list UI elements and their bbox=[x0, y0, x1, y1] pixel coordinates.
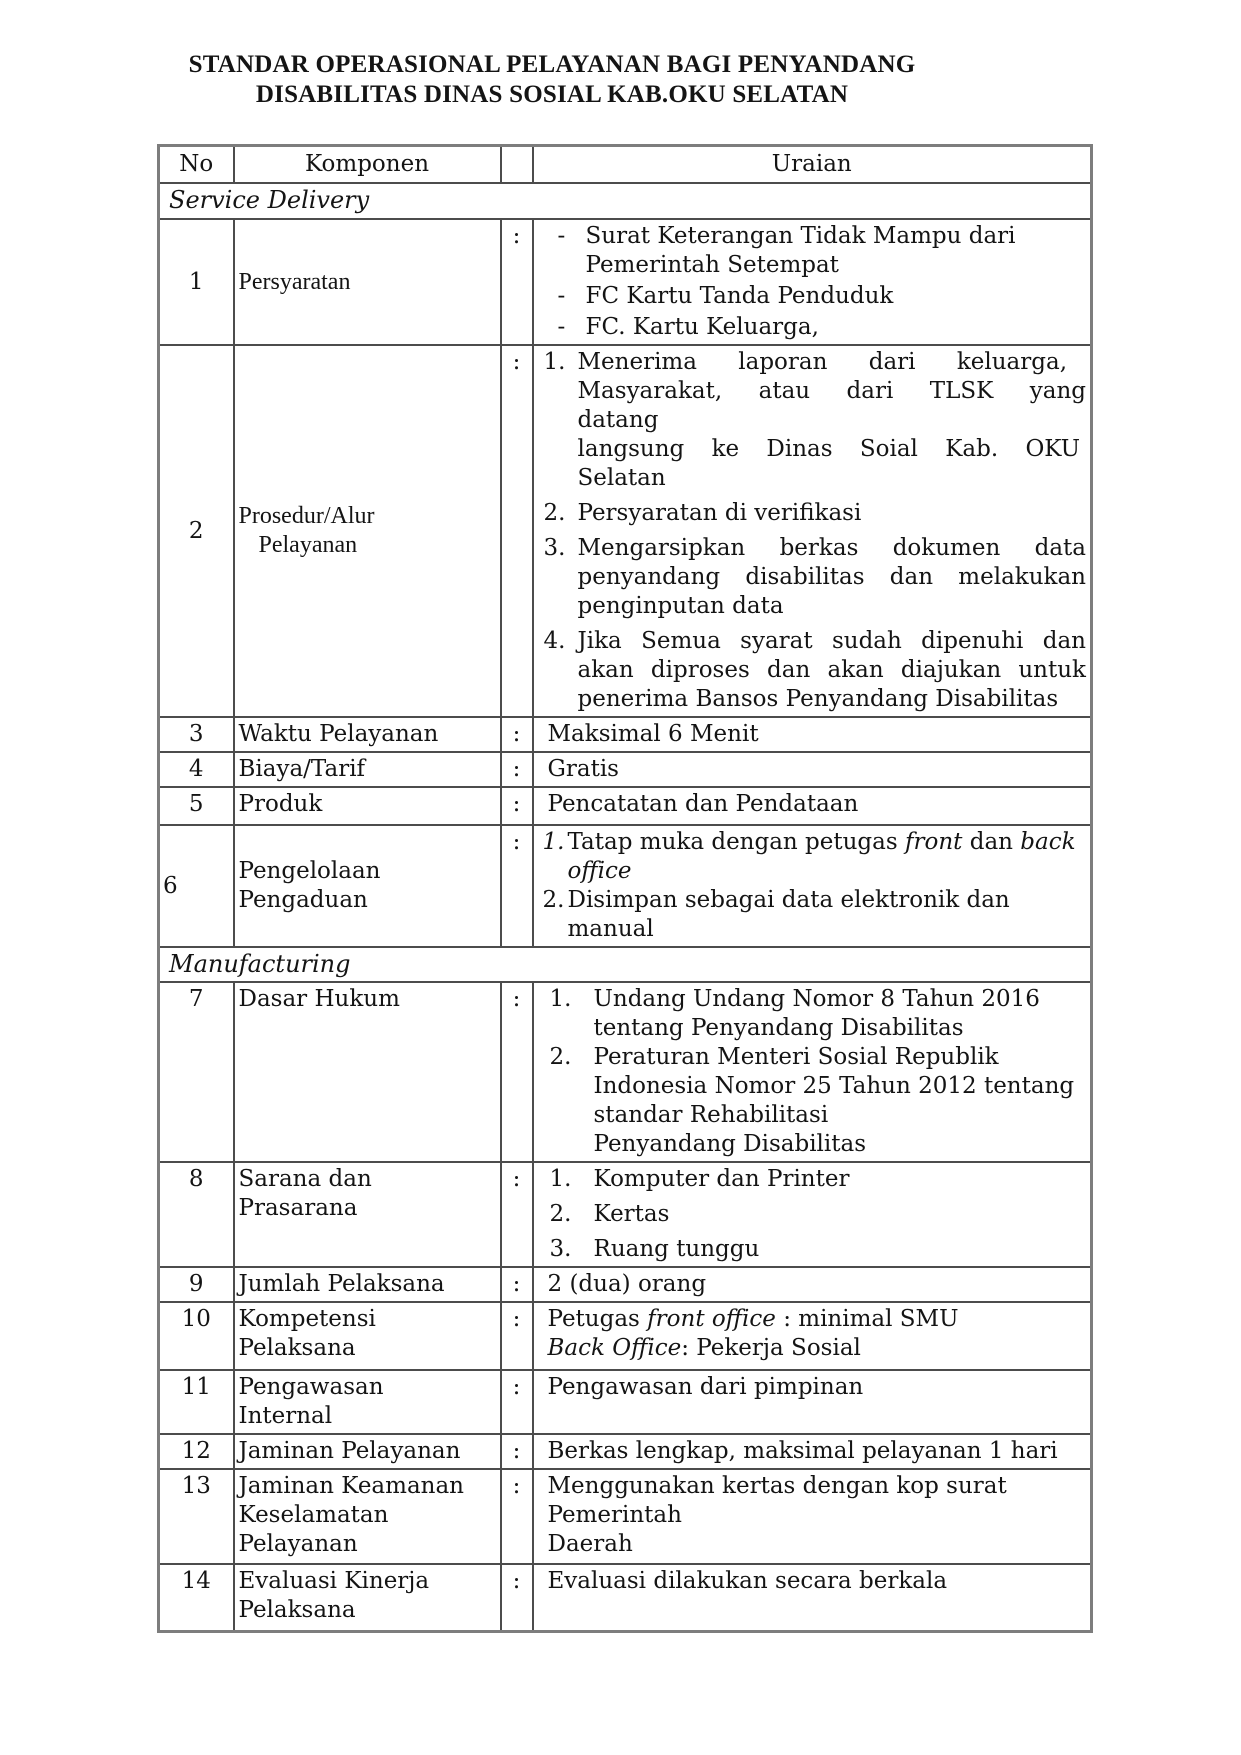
colon-separator-cell: : bbox=[501, 825, 533, 947]
komponen-line: Pelaksana bbox=[238, 1597, 356, 1623]
komponen-line: Sarana dan bbox=[238, 1166, 372, 1192]
row-number-cell: 4 bbox=[159, 752, 234, 787]
row-number-cell: 6 bbox=[159, 825, 234, 947]
uraian-list-item bbox=[538, 985, 1087, 1043]
header-colon-spacer bbox=[501, 146, 533, 184]
text-segment: Maksimal 6 Menit bbox=[547, 721, 759, 747]
list-number: 2. bbox=[542, 887, 565, 913]
row-number-cell: 10 bbox=[159, 1302, 234, 1370]
list-number: 3. bbox=[549, 1236, 572, 1262]
text-segment: Tatap muka dengan petugas bbox=[567, 829, 905, 855]
text-segment: Ruang tunggu bbox=[593, 1236, 760, 1262]
komponen-cell bbox=[234, 1162, 501, 1267]
komponen-line: Produk bbox=[238, 791, 323, 817]
uraian-item-text bbox=[578, 627, 1087, 714]
text-segment: Menggunakan kertas dengan kop surat Pemerintah bbox=[547, 1473, 1007, 1528]
komponen-cell bbox=[234, 1267, 501, 1302]
uraian-list-item bbox=[538, 1200, 1087, 1229]
row-number-cell: 9 bbox=[159, 1267, 234, 1302]
list-number: 1. bbox=[549, 986, 572, 1012]
table-row bbox=[159, 1267, 1092, 1302]
uraian-item-text bbox=[594, 985, 1087, 1043]
text-segment: dan bbox=[962, 829, 1021, 855]
komponen-line: Pengaduan bbox=[238, 887, 368, 913]
table-row bbox=[159, 982, 1092, 1162]
colon-separator-cell: : bbox=[501, 1370, 533, 1434]
uraian-list-item bbox=[538, 222, 1087, 280]
komponen-line: Pelayanan bbox=[238, 1531, 358, 1557]
text-segment: langsung ke Dinas Soial Kab. OKU bbox=[577, 436, 1081, 462]
section-label: Service Delivery bbox=[159, 183, 1092, 219]
uraian-list-item bbox=[538, 828, 1087, 886]
colon-separator-cell: : bbox=[501, 1302, 533, 1370]
table-row bbox=[159, 717, 1092, 752]
uraian-cell bbox=[533, 1434, 1092, 1469]
komponen-line: Pelaksana bbox=[238, 1335, 356, 1361]
list-number: 2. bbox=[543, 500, 566, 526]
uraian-cell bbox=[533, 1162, 1092, 1267]
text-segment: Undang Undang Nomor 8 Tahun 2016 tentang Penyandang Disabilitas bbox=[593, 986, 1040, 1041]
colon-separator-cell: : bbox=[501, 982, 533, 1162]
uraian-list-item bbox=[538, 627, 1087, 714]
dash-bullet: - bbox=[557, 314, 566, 340]
text-segment: Surat Keterangan Tidak Mampu dari Pemerintah Setempat bbox=[585, 223, 1016, 278]
komponen-line: Evaluasi Kinerja bbox=[238, 1568, 430, 1594]
uraian-item-text bbox=[594, 1165, 1087, 1194]
text-segment: Peraturan Menteri Sosial Republik Indonesia Nomor 25 Tahun 2012 tentang standar Rehabilitasi bbox=[593, 1044, 1075, 1128]
table-row bbox=[159, 345, 1092, 717]
colon-separator-cell: : bbox=[501, 752, 533, 787]
komponen-line: Jumlah Pelaksana bbox=[238, 1271, 445, 1297]
uraian-item-text bbox=[594, 1200, 1087, 1229]
komponen-line: Jaminan Pelayanan bbox=[238, 1438, 461, 1464]
colon-separator-cell: : bbox=[501, 1564, 533, 1631]
colon-separator-cell: : bbox=[501, 1267, 533, 1302]
komponen-line: Internal bbox=[238, 1403, 333, 1429]
section-label: Manufacturing bbox=[159, 947, 1092, 982]
list-number: 2. bbox=[549, 1201, 572, 1227]
uraian-list-item bbox=[538, 499, 1087, 528]
list-number: 3. bbox=[543, 535, 566, 561]
colon-separator-cell: : bbox=[501, 219, 533, 345]
uraian-item-text bbox=[586, 222, 1087, 280]
table-row bbox=[159, 825, 1092, 947]
uraian-list-item bbox=[538, 534, 1087, 621]
uraian-line bbox=[538, 1530, 1087, 1559]
text-segment: Kertas bbox=[593, 1201, 670, 1227]
komponen-cell bbox=[234, 345, 501, 717]
list-number: 1. bbox=[549, 1166, 572, 1192]
row-number-cell: 11 bbox=[159, 1370, 234, 1434]
uraian-line bbox=[538, 1334, 1087, 1363]
list-number: 1. bbox=[543, 349, 566, 375]
komponen-line: Biaya/Tarif bbox=[238, 756, 366, 782]
table-row bbox=[159, 1370, 1092, 1434]
text-segment: Menerima laporan dari keluarga, bbox=[577, 349, 1068, 375]
text-segment: Masyarakat, atau dari TLSK yang datang bbox=[577, 378, 1086, 433]
uraian-line bbox=[538, 790, 1087, 819]
uraian-line bbox=[538, 1472, 1087, 1530]
italic-text-segment: front office bbox=[647, 1306, 776, 1332]
row-number-cell: 13 bbox=[159, 1469, 234, 1564]
komponen-cell bbox=[234, 1302, 501, 1370]
table-row bbox=[159, 219, 1092, 345]
document-title-line1: STANDAR OPERASIONAL PELAYANAN BAGI PENYANDANG bbox=[188, 51, 916, 78]
komponen-cell bbox=[234, 825, 501, 947]
text-segment: Selatan bbox=[577, 465, 666, 491]
text-segment: Daerah bbox=[547, 1531, 633, 1557]
text-segment: Komputer dan Printer bbox=[593, 1166, 850, 1192]
uraian-list-item bbox=[538, 313, 1087, 342]
text-segment: Berkas lengkap, maksimal pelayanan 1 hari bbox=[547, 1438, 1058, 1464]
uraian-cell bbox=[533, 219, 1092, 345]
komponen-line: Kompetensi bbox=[238, 1306, 376, 1332]
colon-separator-cell: : bbox=[501, 1469, 533, 1564]
komponen-line: Prosedur/Alur bbox=[238, 503, 375, 529]
uraian-list-item bbox=[538, 282, 1087, 311]
uraian-cell bbox=[533, 982, 1092, 1162]
text-segment: 2 (dua) orang bbox=[547, 1271, 707, 1297]
uraian-cell bbox=[533, 1564, 1092, 1631]
section-row bbox=[159, 947, 1092, 982]
komponen-cell bbox=[234, 1370, 501, 1434]
uraian-cell bbox=[533, 1469, 1092, 1564]
section-row bbox=[159, 183, 1092, 219]
table-row bbox=[159, 752, 1092, 787]
text-segment: Pencatatan dan Pendataan bbox=[547, 791, 859, 817]
list-number: 1. bbox=[542, 829, 565, 855]
text-segment: FC Kartu Tanda Penduduk bbox=[585, 283, 894, 309]
row-number-cell: 2 bbox=[159, 345, 234, 717]
text-segment: Petugas bbox=[547, 1306, 648, 1332]
dash-bullet: - bbox=[557, 223, 566, 249]
komponen-cell bbox=[234, 1564, 501, 1631]
komponen-line: Pengawasan bbox=[238, 1374, 384, 1400]
uraian-line bbox=[538, 720, 1087, 749]
komponen-cell bbox=[234, 982, 501, 1162]
komponen-line: Persyaratan bbox=[238, 268, 351, 295]
table-row bbox=[159, 1434, 1092, 1469]
colon-separator-cell: : bbox=[501, 345, 533, 717]
uraian-list-item bbox=[538, 348, 1087, 493]
document-title bbox=[157, 50, 947, 110]
uraian-item-text bbox=[578, 499, 1087, 528]
colon-separator-cell: : bbox=[501, 1434, 533, 1469]
table-row bbox=[159, 1564, 1092, 1631]
uraian-cell bbox=[533, 1370, 1092, 1434]
uraian-item-text bbox=[568, 886, 1087, 944]
uraian-cell bbox=[533, 717, 1092, 752]
text-segment: : Pekerja Sosial bbox=[681, 1335, 861, 1361]
uraian-item-text bbox=[578, 534, 1087, 621]
header-uraian: Uraian bbox=[533, 146, 1092, 184]
header-komponen: Komponen bbox=[234, 146, 501, 184]
komponen-cell bbox=[234, 717, 501, 752]
table-row bbox=[159, 787, 1092, 825]
uraian-line bbox=[538, 1270, 1087, 1299]
uraian-list-item bbox=[538, 1165, 1087, 1194]
uraian-cell bbox=[533, 752, 1092, 787]
komponen-line: Waktu Pelayanan bbox=[238, 721, 439, 747]
komponen-line: Pelayanan bbox=[258, 532, 358, 558]
row-number-cell: 5 bbox=[159, 787, 234, 825]
text-segment: Evaluasi dilakukan secara berkala bbox=[547, 1568, 948, 1594]
row-number-cell: 3 bbox=[159, 717, 234, 752]
uraian-cell bbox=[533, 825, 1092, 947]
uraian-cell bbox=[533, 1267, 1092, 1302]
uraian-list-item bbox=[538, 1235, 1087, 1264]
uraian-item-text bbox=[586, 282, 1087, 311]
italic-text-segment: Back Office bbox=[547, 1335, 682, 1361]
uraian-line bbox=[538, 755, 1087, 784]
header-no: No bbox=[159, 146, 234, 184]
uraian-item-text bbox=[578, 348, 1087, 493]
sop-table bbox=[157, 144, 1093, 1633]
uraian-item-text bbox=[586, 313, 1087, 342]
italic-text-segment: front bbox=[905, 829, 963, 855]
komponen-cell bbox=[234, 1434, 501, 1469]
table-row bbox=[159, 1302, 1092, 1370]
table-row bbox=[159, 1469, 1092, 1564]
uraian-item-text bbox=[594, 1235, 1087, 1264]
text-segment: Pengawasan dari pimpinan bbox=[547, 1374, 864, 1400]
text-segment: Gratis bbox=[547, 756, 619, 782]
list-number: 2. bbox=[549, 1044, 572, 1070]
komponen-cell bbox=[234, 219, 501, 345]
komponen-cell bbox=[234, 787, 501, 825]
komponen-line: Jaminan Keamanan bbox=[238, 1473, 464, 1499]
uraian-item-text bbox=[594, 1043, 1087, 1159]
table-header-row bbox=[159, 146, 1092, 184]
italic-text-segment: back office bbox=[567, 829, 1076, 884]
uraian-line bbox=[538, 1305, 1087, 1334]
colon-separator-cell: : bbox=[501, 1162, 533, 1267]
document-title-line2: DISABILITAS DINAS SOSIAL KAB.OKU SELATAN bbox=[255, 81, 849, 108]
komponen-cell bbox=[234, 1469, 501, 1564]
row-number-cell: 8 bbox=[159, 1162, 234, 1267]
row-number-cell: 12 bbox=[159, 1434, 234, 1469]
uraian-list-item bbox=[538, 1043, 1087, 1159]
row-number-cell: 7 bbox=[159, 982, 234, 1162]
uraian-line bbox=[538, 1373, 1087, 1402]
uraian-line bbox=[538, 1437, 1087, 1466]
uraian-line bbox=[538, 1567, 1087, 1596]
text-segment: Jika Semua syarat sudah dipenuhi dan akan diproses dan akan diajukan untuk penerima Bansos Penyandang Disabilitas bbox=[577, 628, 1086, 712]
text-segment: FC. Kartu Keluarga, bbox=[585, 314, 819, 340]
komponen-line: Prasarana bbox=[238, 1195, 358, 1221]
uraian-item-text bbox=[568, 828, 1087, 886]
uraian-cell bbox=[533, 345, 1092, 717]
uraian-cell bbox=[533, 787, 1092, 825]
dash-bullet: - bbox=[557, 283, 566, 309]
komponen-line: Dasar Hukum bbox=[238, 986, 400, 1012]
text-segment: Mengarsipkan berkas dokumen data penyandang disabilitas dan melakukan penginputan data bbox=[577, 535, 1086, 619]
uraian-list-item bbox=[538, 886, 1087, 944]
colon-separator-cell: : bbox=[501, 717, 533, 752]
text-segment: : minimal SMU bbox=[775, 1306, 959, 1332]
row-number-cell: 14 bbox=[159, 1564, 234, 1631]
text-segment: Persyaratan di verifikasi bbox=[577, 500, 862, 526]
row-number-cell: 1 bbox=[159, 219, 234, 345]
komponen-line: Pengelolaan bbox=[238, 858, 381, 884]
uraian-cell bbox=[533, 1302, 1092, 1370]
komponen-cell bbox=[234, 752, 501, 787]
komponen-line: Keselamatan bbox=[238, 1502, 389, 1528]
text-segment: Disimpan sebagai data elektronik dan manual bbox=[567, 887, 1010, 942]
list-number: 4. bbox=[543, 628, 566, 654]
table-row bbox=[159, 1162, 1092, 1267]
text-segment: Penyandang Disabilitas bbox=[593, 1131, 867, 1157]
colon-separator-cell: : bbox=[501, 787, 533, 825]
